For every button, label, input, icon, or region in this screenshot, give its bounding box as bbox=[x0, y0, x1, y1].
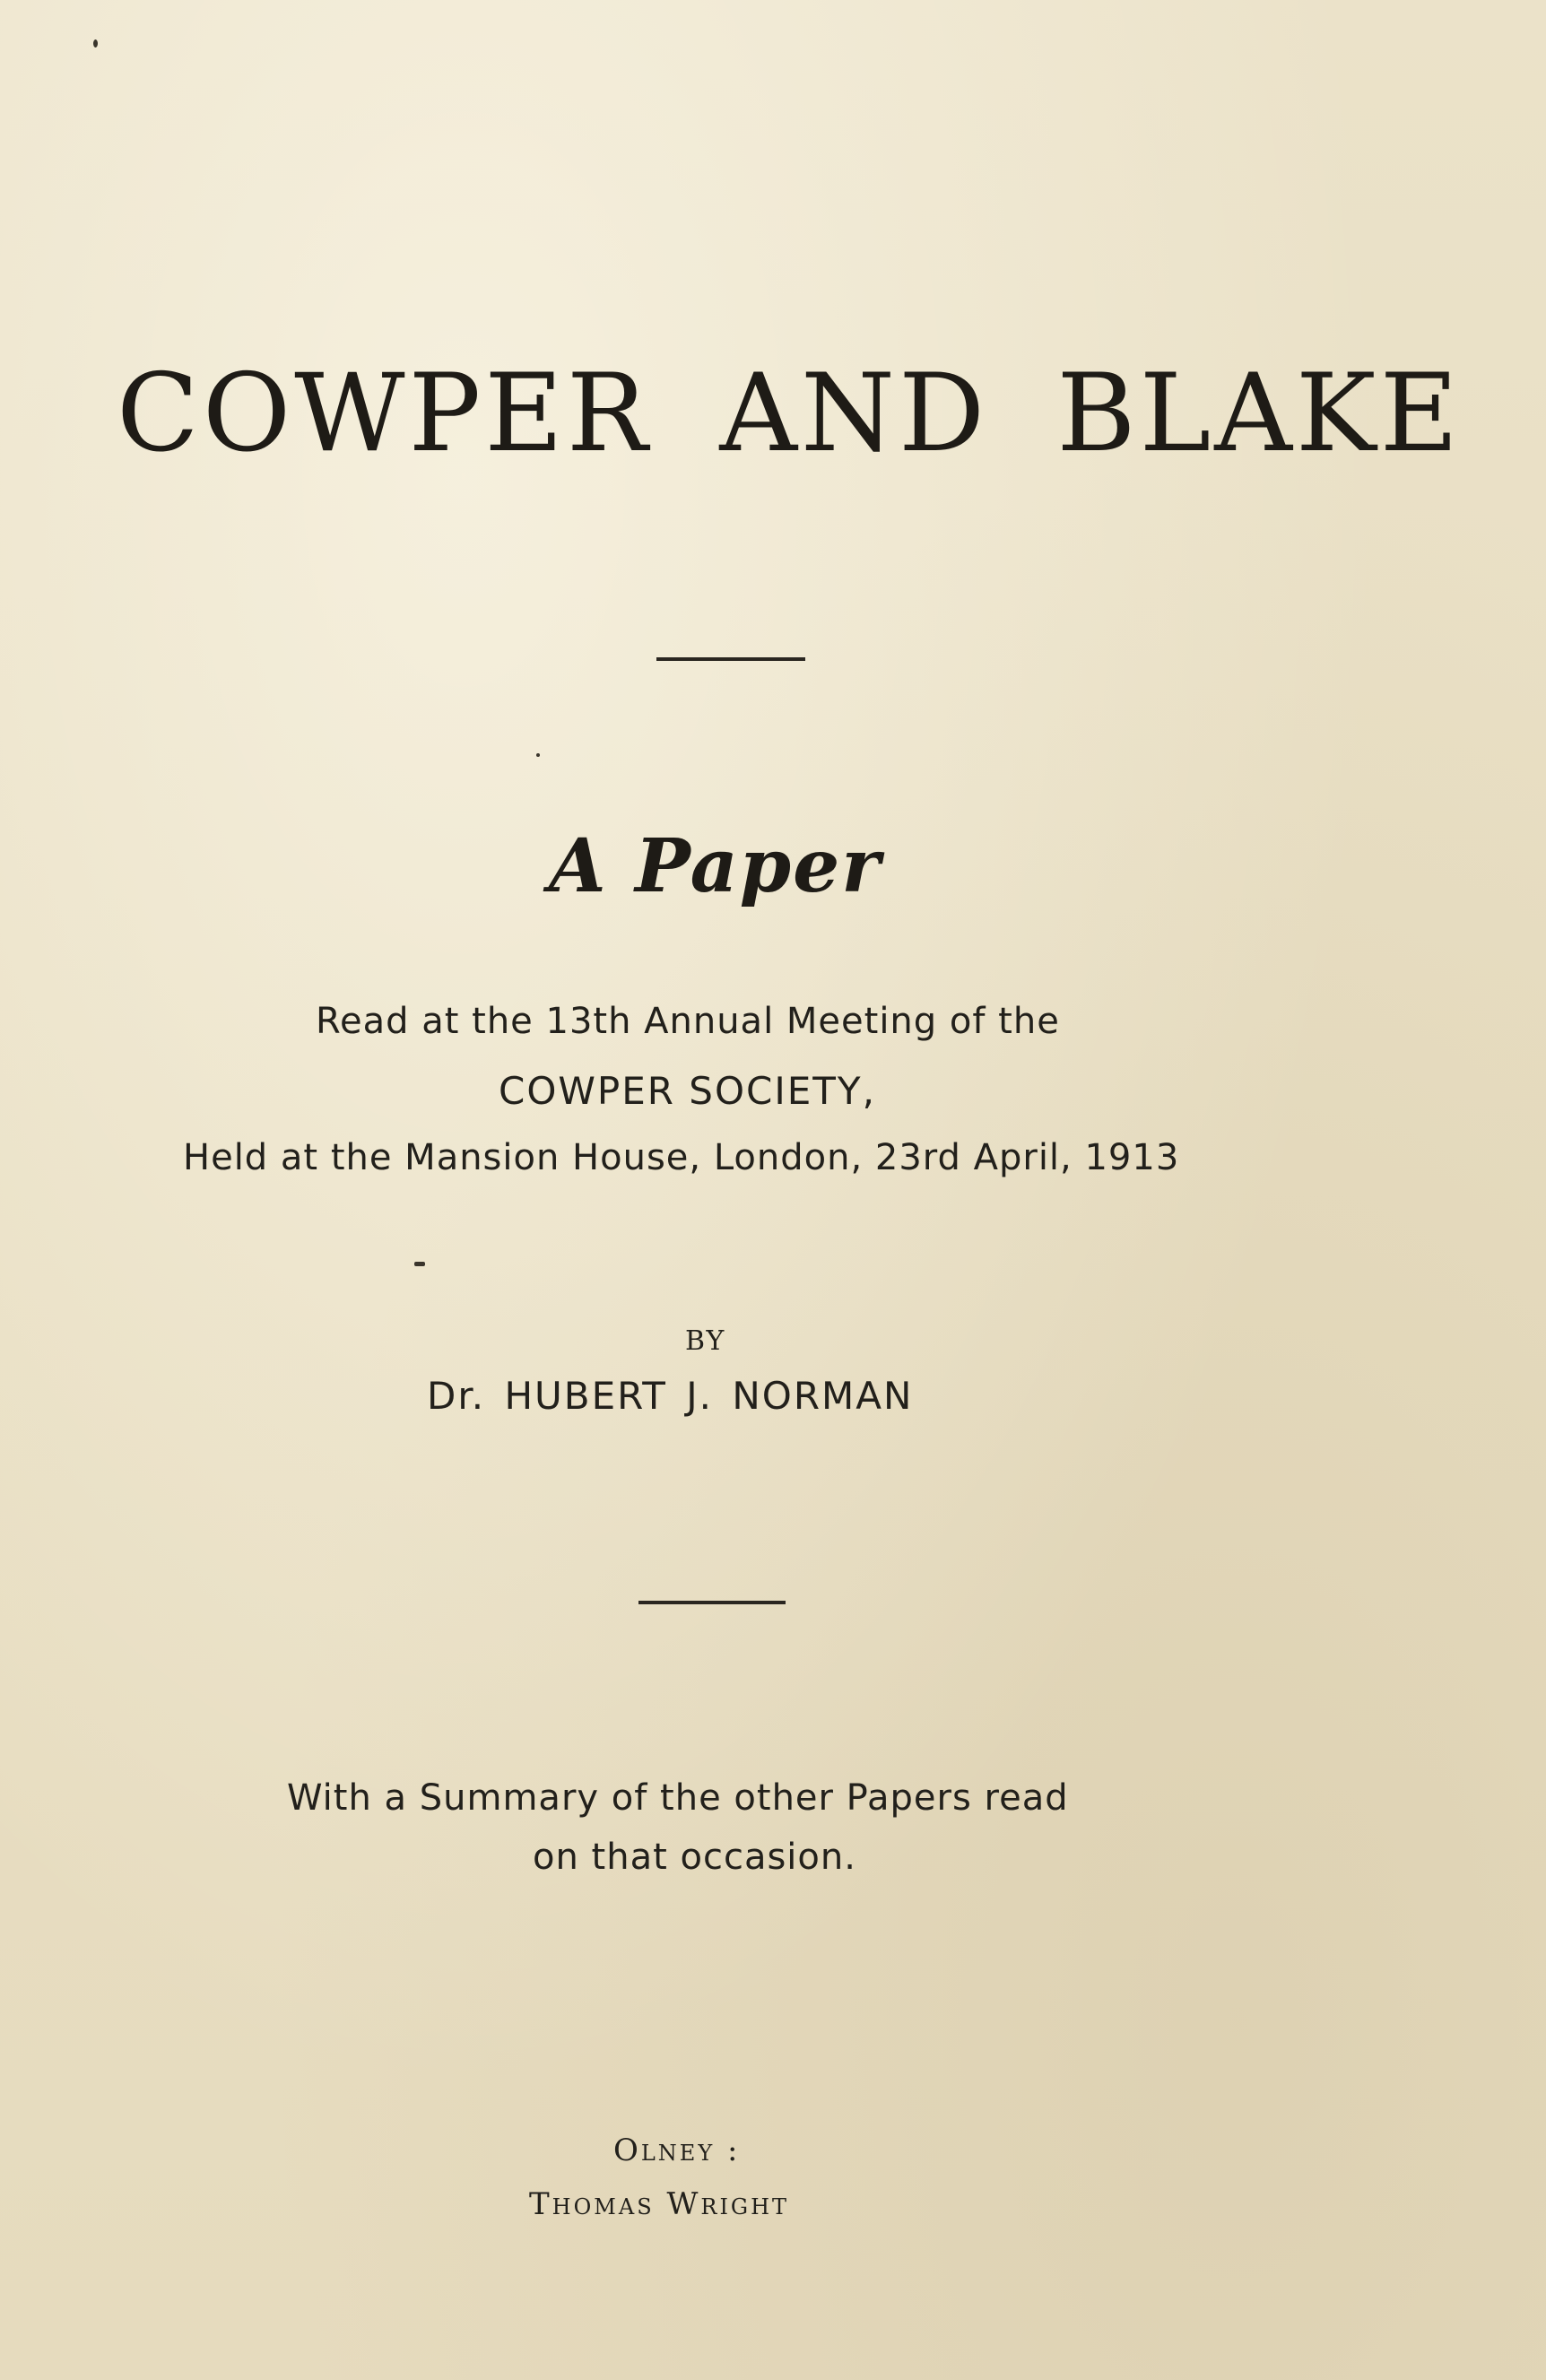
subtitle-blackletter: A Paper bbox=[549, 823, 882, 909]
paper-speck bbox=[414, 1262, 425, 1266]
paper-speck bbox=[536, 753, 540, 757]
by-label: BY bbox=[685, 1325, 726, 1357]
held-at-line: Held at the Mansion House, London, 23rd April, 1913 bbox=[183, 1137, 1180, 1178]
read-at-line: Read at the 13th Annual Meeting of the bbox=[316, 1001, 1060, 1042]
book-title: COWPER AND BLAKE bbox=[117, 352, 1463, 476]
summary-line-2: on that occasion. bbox=[533, 1837, 856, 1878]
imprint-publisher: Thomas Wright bbox=[529, 2186, 790, 2222]
bottom-divider-rule bbox=[638, 1601, 786, 1604]
paper-speck bbox=[93, 39, 98, 48]
author-name: Dr. HUBERT J. NORMAN bbox=[427, 1374, 914, 1418]
society-name: COWPER SOCIETY, bbox=[499, 1069, 876, 1113]
summary-line-1: With a Summary of the other Papers read bbox=[287, 1777, 1069, 1819]
imprint-place: Olney : bbox=[613, 2132, 741, 2168]
top-divider-rule bbox=[656, 657, 805, 661]
